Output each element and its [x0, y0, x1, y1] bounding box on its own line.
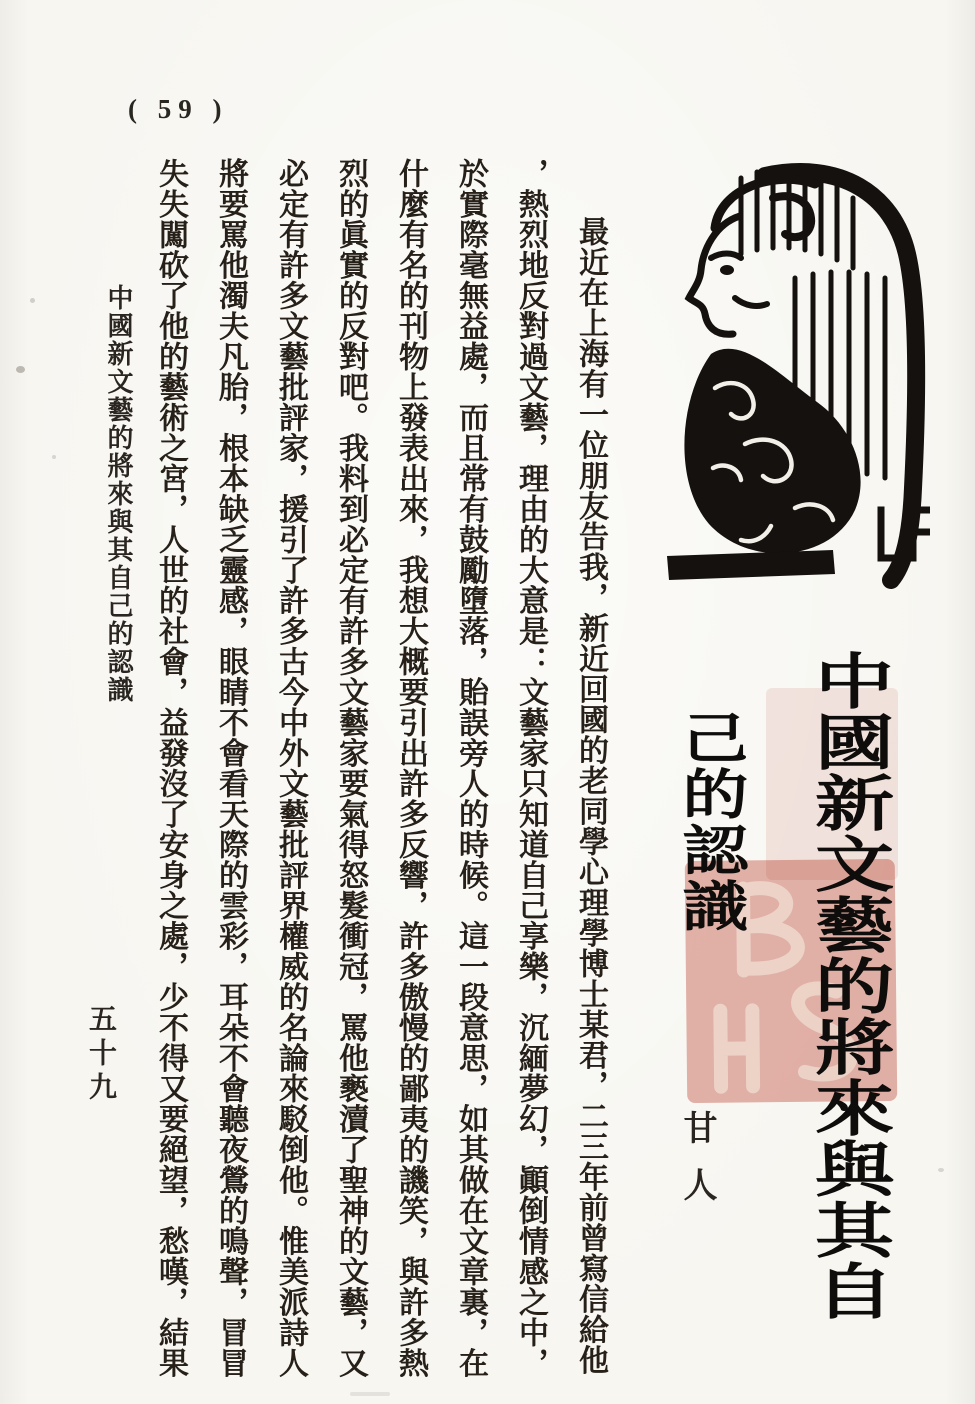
body-column-3: 於實際毫無益處，而且常有鼓勵墮落，貽誤旁人的時候。這一段意思，如其做在文章裏，在	[454, 158, 487, 1378]
article-title-line1: 中國新文藝的將來與其自	[804, 650, 892, 1321]
body-column-7: 將要罵他濁夫凡胎，根本缺乏靈感，眼睛不會看天際的雲彩，耳朵不會聽夜鶯的鳴聲，冒冒	[214, 158, 247, 1378]
scan-speck	[52, 455, 56, 459]
body-text	[138, 158, 620, 1404]
body-column-6: 必定有許多文藝批評家，援引了許多古今中外文藝批評界權威的名論來駁倒他。惟美派詩人	[274, 158, 307, 1378]
scan-speck	[350, 1392, 390, 1396]
woodcut-illustration	[645, 158, 930, 596]
scan-speck	[938, 1168, 944, 1172]
page-number-chinese: 五十九	[85, 1004, 116, 1106]
scan-speck	[30, 298, 35, 303]
body-column-8: 失失闖砍了他的藝術之宮，人世的社會，益發沒了安身之處，少不得又要絕望，愁嘆，結果	[154, 158, 187, 1378]
margin-running-title: 中國新文藝的將來與其自己的認識	[104, 284, 133, 704]
body-column-2: ，熱烈地反對過文藝，理由的大意是：文藝家只知道自己享樂，沉緬夢幻，顚倒情感之中，	[514, 158, 547, 1378]
article-title-line2: 己的認識	[673, 710, 747, 934]
author-name: 甘人	[678, 1110, 715, 1224]
body-column-4: 什麼有名的刊物上發表出來，我想大概要引出許多反響，許多傲慢的鄙夷的譏笑，與許多熱	[394, 158, 427, 1378]
page-number-top: ( 59 )	[128, 94, 229, 124]
body-column-1: 最近在上海有一位朋友告我，新近回國的老同學心理學博士某君，二三年前曾寫信給他	[574, 216, 607, 1375]
scan-speck	[16, 366, 25, 373]
body-column-5: 烈的眞實的反對吧。我料到必定有許多文藝家要氣得怒髮衝冠，罵他褻瀆了聖神的文藝，又	[334, 158, 367, 1378]
